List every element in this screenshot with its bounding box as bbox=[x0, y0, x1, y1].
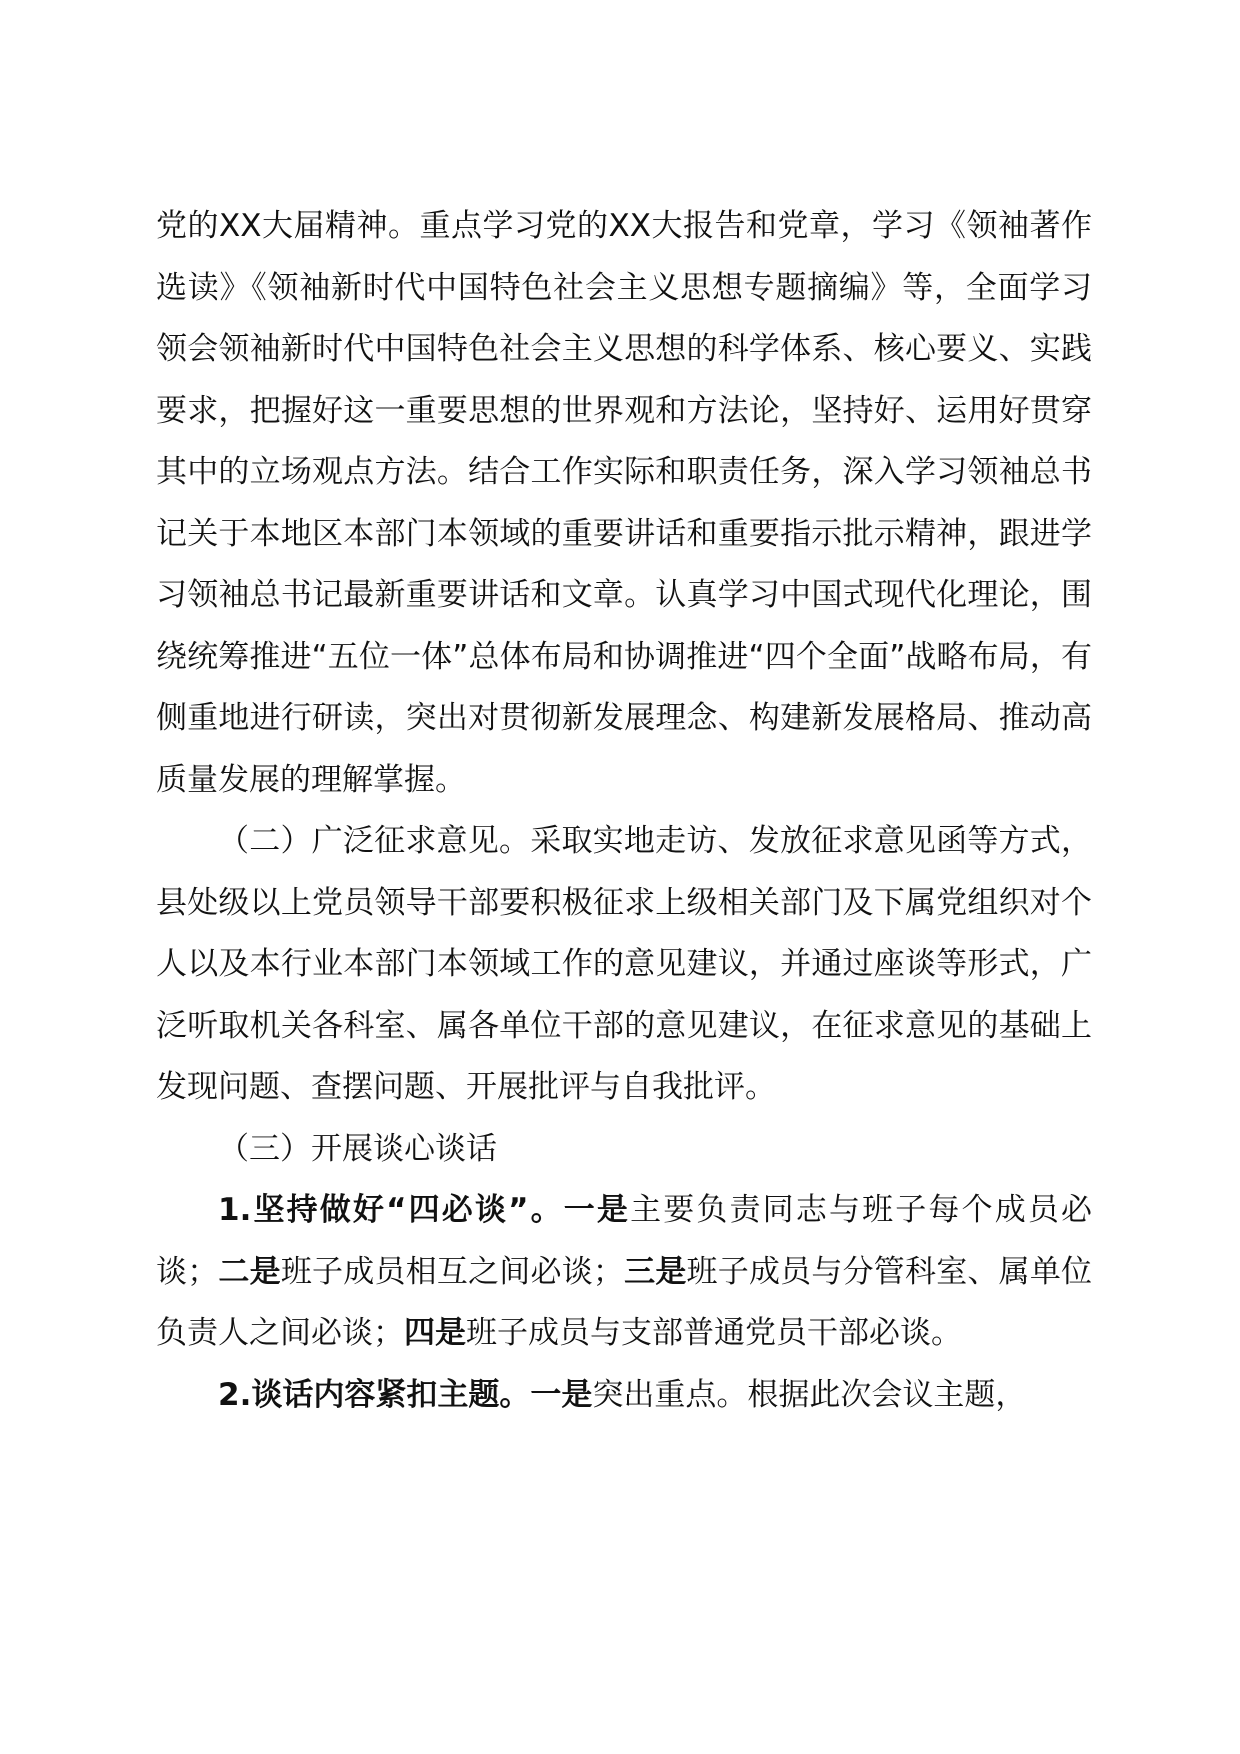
list-text: 主要负责同志与班子每个成员必谈； bbox=[156, 1192, 1093, 1290]
list-marker: 四是 bbox=[404, 1315, 466, 1351]
list-marker: 一是 bbox=[563, 1192, 631, 1228]
paragraph-solicit-opinions: （二）广泛征求意见。采取实地走访、发放征求意见函等方式，县处级以上党员领导干部要积极征求上级相关部门及下属党组织对个人以及本行业本部门本领域工作的意见建议，并通过座谈等形式，广泛听取机关各科室、属各单位干部的意见建议，在征求意见的基础上发现问题、查摆问题、开展批评与自我批评。 bbox=[156, 823, 1092, 1105]
section-heading-heart-to-heart-talks: （三）开展谈心谈话 bbox=[218, 1130, 497, 1167]
list-text: 班子成员与分管科室、属单位负责人之间必谈； bbox=[156, 1253, 1093, 1351]
item-heading: 2.谈话内容紧扣主题。 bbox=[218, 1376, 531, 1413]
paragraph-four-must-talks bbox=[156, 1180, 1092, 1365]
list-text: 班子成员相互之间必谈； bbox=[280, 1253, 624, 1290]
list-marker: 三是 bbox=[623, 1253, 687, 1290]
list-text: 突出重点。根据此次会议主题， bbox=[592, 1376, 1027, 1413]
list-text: 班子成员与支部普通党员干部必谈。 bbox=[466, 1315, 962, 1351]
paragraph-study-content: 党的XX大届精神。重点学习党的XX大报告和党章，学习《领袖著作选读》《领袖新时代中国特色社会主义思想专题摘编》等，全面学习领会领袖新时代中国特色社会主义思想的科学体系、核心要义、实践要求，把握好这一重要思想的世界观和方法论，坚持好、运用好贯穿其中的立场观点方法。结合工作实际和职责任务，深入学习领袖总书记关于本地区本部门本领域的重要讲话和重要指示批示精神，跟进学习领袖总书记最新重要讲话和文章。认真学习中国式现代化理论，围绕统筹推进“五位一体”总体布局和协调推进“四个全面”战略布局，有侧重地进行研读，突出对贯彻新发展理念、构建新发展格局、推动高质量发展的理解掌握。 bbox=[156, 208, 1092, 798]
document-body bbox=[156, 196, 1092, 1426]
item-heading: 1.坚持做好“四必谈”。 bbox=[218, 1192, 564, 1228]
list-marker: 一是 bbox=[530, 1376, 593, 1413]
paragraph-talk-content bbox=[156, 1365, 1092, 1427]
list-marker: 二是 bbox=[218, 1253, 281, 1290]
